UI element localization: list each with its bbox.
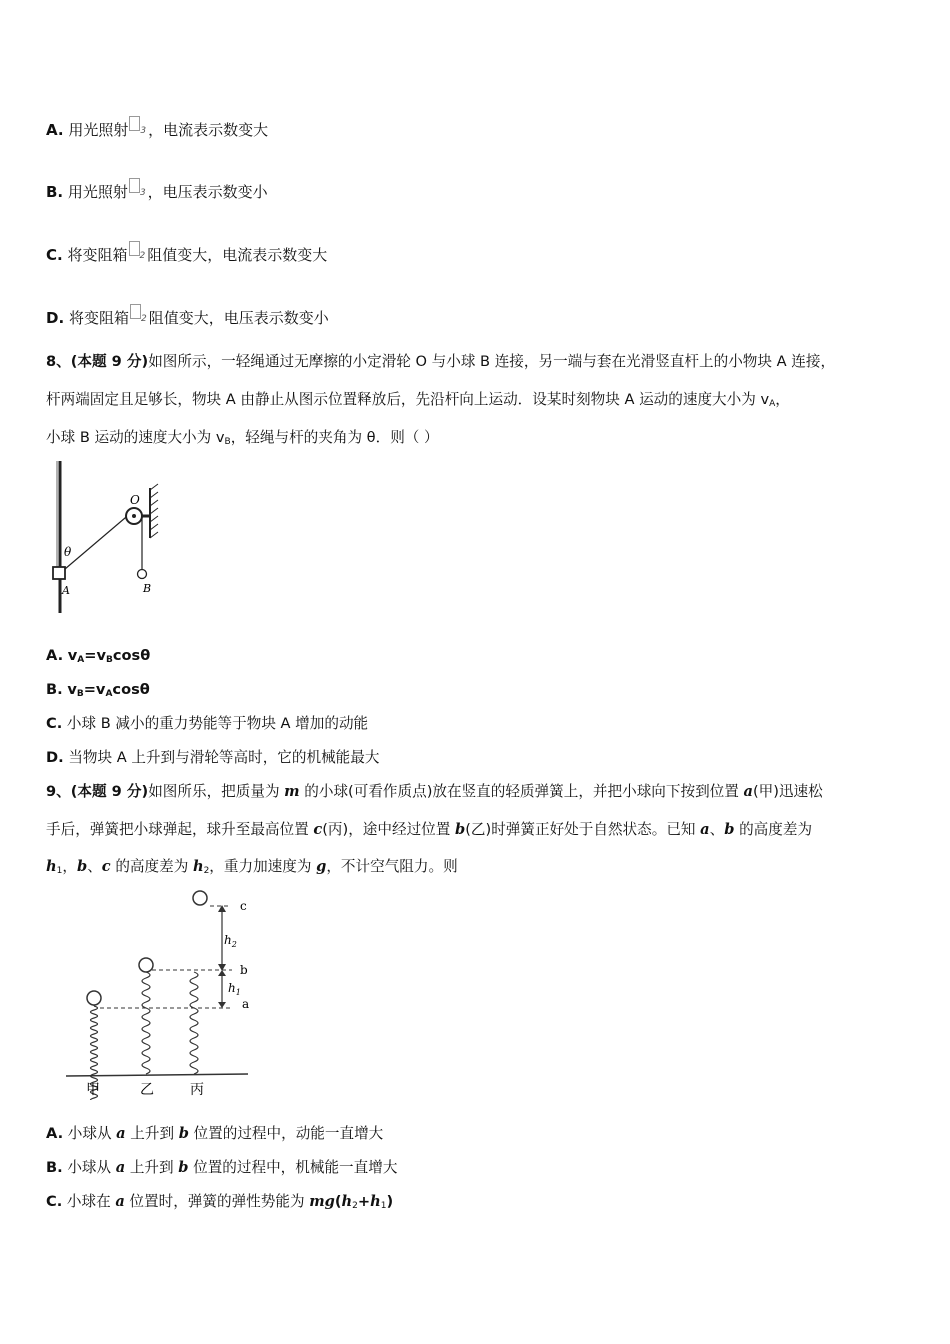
stem-text: 如图所示，一轻绳通过无摩擦的小定滑轮 O 与小球 B 连接，另一端与套在光滑竖直杆上的小物块 A 连接， [148, 353, 836, 370]
variable: g [316, 858, 327, 875]
option-text: 小球 B 减小的重力势能等于物块 A 增加的动能 [66, 715, 369, 732]
formula-part: v [67, 647, 78, 664]
option-label: D. [46, 309, 65, 327]
stem-text: ， [775, 391, 790, 408]
question-number: 9、(本题 9 分) [46, 783, 149, 800]
q7-option-c [46, 241, 327, 266]
stem-text: 的小球(可看作质点)放在竖直的轻质弹簧上，并把小球向下按到位置 [299, 783, 744, 800]
q8-pulley-figure [46, 458, 176, 618]
option-label: C. [46, 715, 63, 732]
option-text: 小球从 [67, 1159, 116, 1176]
stem-text: (甲)迅速松 [752, 783, 823, 800]
h1-sub: 1 [235, 988, 241, 997]
variable: a [743, 783, 753, 800]
q7-option-b [46, 178, 268, 203]
q9-option-a [46, 1124, 383, 1144]
option-label: A. [46, 647, 64, 664]
option-text: 阻值变大，电流表示数变大 [147, 246, 328, 264]
option-text: 小球在 [66, 1193, 116, 1210]
option-text: ，电压表示数变小 [147, 183, 268, 201]
formula-part: =v [83, 681, 106, 698]
variable: a [115, 1193, 125, 1210]
option-label: C. [46, 246, 63, 264]
option-text: 用光照射 [67, 183, 128, 201]
symbol-sub: 2 [140, 314, 147, 324]
subscript: 2 [203, 866, 210, 876]
q9-option-b [46, 1158, 397, 1178]
symbol-sub: 2 [139, 251, 146, 261]
stem-text: ，重力加速度为 [209, 858, 317, 875]
option-label: A. [46, 121, 64, 139]
stem-text: 、 [87, 858, 102, 875]
variable: h [192, 858, 204, 875]
theta-label: θ [64, 545, 72, 559]
question-number: 8、(本题 9 分) [46, 353, 149, 370]
formula-part: cosθ [112, 681, 150, 698]
missing-symbol-icon [129, 178, 140, 193]
svg-text:h1 [228, 981, 241, 997]
option-text: + [357, 1193, 371, 1210]
position-a-label: a [242, 997, 250, 1011]
h1-label: h [228, 981, 236, 995]
subscript: 1 [380, 1201, 387, 1211]
q9-stem-line-2 [46, 820, 812, 840]
h2-label: h [224, 933, 232, 947]
variable: c [101, 858, 111, 875]
stem-text: ， [62, 858, 77, 875]
q9-stem-line-1 [46, 782, 823, 802]
option-text: 上升到 [125, 1159, 179, 1176]
q9-spring-figure [60, 884, 260, 1100]
symbol-sub: 3 [140, 126, 147, 136]
variable: c [313, 821, 323, 838]
subscript: A [105, 689, 113, 699]
option-text: 位置时，弹簧的弹性势能为 [124, 1193, 310, 1210]
variable: b [178, 1159, 189, 1176]
option-text: 小球从 [67, 1125, 117, 1142]
option-text: 阻值变大，电压表示数变小 [148, 309, 329, 327]
q8-option-c [46, 714, 368, 734]
variable: b [76, 858, 88, 875]
option-text: 上升到 [125, 1125, 179, 1142]
label-yi: 乙 [140, 1082, 154, 1098]
option-text: ) [386, 1193, 394, 1210]
position-b-label: b [240, 963, 248, 977]
h2-sub: 2 [231, 940, 237, 949]
q8-stem-line-3 [46, 428, 439, 452]
formula-part: cosθ [112, 647, 151, 664]
stem-text: 的高度差为 [110, 858, 193, 875]
svg-text:h2 [224, 933, 237, 949]
option-text: 用光照射 [68, 121, 129, 139]
option-label: B. [46, 183, 64, 201]
stem-text: ，轻绳与杆的夹角为 θ．则（ ） [230, 429, 439, 446]
formula-part: v [67, 681, 77, 698]
block-label: A [62, 584, 70, 597]
ball-label: B [143, 582, 152, 595]
subscript: A [769, 399, 776, 409]
variable: h [341, 1193, 353, 1210]
symbol-sub: 3 [139, 188, 146, 198]
option-text: 位置的过程中，机械能一直增大 [188, 1159, 398, 1176]
q8-stem-line-1 [46, 352, 835, 372]
option-label: D. [46, 749, 64, 766]
variable: h [370, 1193, 381, 1210]
subscript: B [105, 655, 113, 665]
option-label: B. [46, 1159, 63, 1176]
missing-symbol-icon [130, 304, 141, 319]
formula [67, 681, 150, 698]
subscript: 1 [56, 866, 63, 876]
pulley-label: O [130, 493, 140, 507]
variable: mg [309, 1193, 335, 1210]
stem-text: 杆两端固定且足够长，物块 A 由静止从图示位置释放后，先沿杆向上运动．设某时刻物块 A 运动的速度大小为 v [46, 391, 770, 408]
q8-option-d [46, 748, 379, 768]
option-text: ( [334, 1193, 342, 1210]
option-text: ，电流表示数变大 [148, 121, 269, 139]
stem-text: (丙)，途中经过位置 [322, 821, 455, 838]
q8-stem-line-2 [46, 390, 790, 414]
option-label: C. [46, 1193, 63, 1210]
variable: h [46, 858, 57, 875]
option-text: 将变阻箱 [68, 309, 129, 327]
variable: b [178, 1125, 189, 1142]
stem-text: 手后，弹簧把小球弹起，球升至最高位置 [46, 821, 314, 838]
stem-text: 的高度差为 [734, 821, 813, 838]
q7-option-d [46, 304, 329, 329]
option-label: A. [46, 1125, 64, 1142]
formula-part: =v [84, 647, 106, 664]
variable: a [116, 1125, 126, 1142]
subscript: A [77, 655, 85, 665]
label-bing: 丙 [190, 1082, 204, 1098]
q9-stem-line-3 [46, 857, 458, 881]
variable: a [700, 821, 710, 838]
option-text: 位置的过程中，动能一直增大 [188, 1125, 384, 1142]
stem-text: 如图所乐，把质量为 [148, 783, 285, 800]
option-label: B. [46, 681, 63, 698]
q8-option-b [46, 680, 150, 704]
q7-option-a [46, 116, 268, 141]
stem-text: ，不计空气阻力。则 [326, 858, 458, 875]
formula [68, 647, 151, 664]
missing-symbol-icon [129, 241, 140, 256]
variable: b [455, 821, 466, 838]
option-text: 将变阻箱 [67, 246, 128, 264]
subscript: B [224, 437, 231, 447]
variable: m [284, 783, 300, 800]
q8-option-a [46, 646, 150, 670]
stem-text: 小球 B 运动的速度大小为 v [46, 429, 225, 446]
subscript: 2 [352, 1201, 358, 1211]
stem-text: 、 [709, 821, 725, 838]
label-jia: 甲 [86, 1082, 100, 1098]
position-c-label: c [240, 899, 247, 913]
missing-symbol-icon [129, 116, 140, 131]
subscript: B [76, 689, 84, 699]
q9-option-c [46, 1192, 393, 1216]
variable: a [115, 1159, 126, 1176]
stem-text: (乙)时弹簧正好处于自然状态。已知 [465, 821, 701, 838]
option-text: 当物块 A 上升到与滑轮等高时，它的机械能最大 [68, 749, 380, 766]
variable: b [724, 821, 735, 838]
